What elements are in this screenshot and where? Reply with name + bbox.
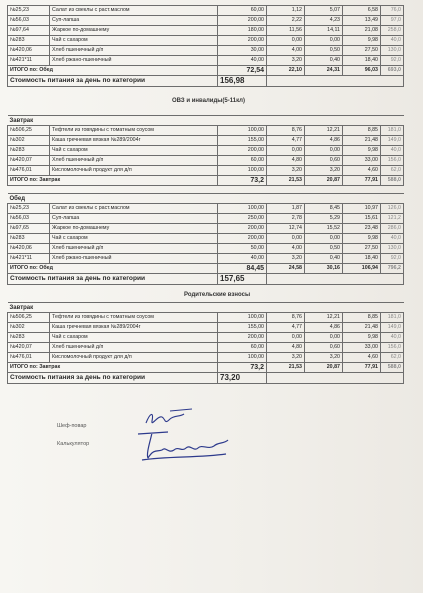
table-row: [8, 126, 404, 136]
carb-cell: 9,98: [343, 146, 381, 156]
total-label: ИТОГО по: Обед: [8, 264, 218, 274]
recipe-code: №506,25: [8, 313, 50, 323]
ovz-lunch-table: [7, 193, 404, 285]
fat-cell: 0,40: [305, 56, 343, 66]
cost-label: Стоимость питания за день по категории: [8, 373, 218, 384]
table-row: [8, 353, 404, 363]
dish-name: Хлеб пшеничный д/п: [50, 156, 218, 166]
cost-value: 156,98: [218, 76, 267, 87]
portion-cell: 100,00: [218, 313, 267, 323]
total-label: ИТОГО по: Обед: [8, 66, 218, 76]
table-row: [8, 343, 404, 353]
protein-cell: 0,00: [267, 234, 305, 244]
carb-cell: 9,98: [343, 36, 381, 46]
recipe-code: №476,01: [8, 166, 50, 176]
fat-cell: 0,50: [305, 244, 343, 254]
table-row: [8, 224, 404, 234]
dish-name: Чай с сахаром: [50, 333, 218, 343]
recipe-code: №420,06: [8, 46, 50, 56]
carb-cell: 10,97: [343, 204, 381, 214]
carb-cell: 33,00: [343, 156, 381, 166]
carb-cell: 23,48: [343, 224, 381, 234]
energy-cell: 286,0: [381, 224, 404, 234]
fat-cell: 4,86: [305, 323, 343, 333]
table-row: [8, 146, 404, 156]
protein-cell: 4,80: [267, 156, 305, 166]
table-row: [8, 323, 404, 333]
section-title-ovz: ОВЗ и инвалиды(5-11кл): [172, 98, 245, 104]
portion-cell: 60,00: [218, 156, 267, 166]
fat-cell: 0,00: [305, 234, 343, 244]
table-row: [8, 36, 404, 46]
dish-name: Жаркое по-домашнему: [50, 224, 218, 234]
parents-breakfast-table: [7, 302, 404, 384]
table-row: [8, 46, 404, 56]
portion-cell: 100,00: [218, 166, 267, 176]
fat-cell: 5,29: [305, 214, 343, 224]
recipe-code: №283: [8, 36, 50, 46]
dish-name: Кисломолочный продукт для д/п: [50, 166, 218, 176]
total-energy: 693,0: [381, 66, 404, 76]
recipe-code: №420,07: [8, 343, 50, 353]
dish-name: Хлеб ржано-пшеничный: [50, 56, 218, 66]
dish-name: Кисломолочный продукт для д/п: [50, 353, 218, 363]
portion-cell: 200,00: [218, 16, 267, 26]
cost-value: 73,20: [218, 373, 267, 384]
cost-blank: [267, 76, 404, 87]
protein-cell: 8,76: [267, 313, 305, 323]
carb-cell: 6,58: [343, 6, 381, 16]
portion-cell: 100,00: [218, 204, 267, 214]
protein-cell: 3,20: [267, 254, 305, 264]
fat-cell: 0,40: [305, 254, 343, 264]
protein-cell: 11,56: [267, 26, 305, 36]
table-row: [8, 313, 404, 323]
protein-cell: 1,87: [267, 204, 305, 214]
dish-name: Чай с сахаром: [50, 234, 218, 244]
carb-cell: 9,98: [343, 333, 381, 343]
table-row: [8, 6, 404, 16]
fat-cell: 4,86: [305, 136, 343, 146]
table-row: [8, 214, 404, 224]
carb-cell: 21,48: [343, 136, 381, 146]
meal-header-row: [8, 116, 404, 126]
energy-cell: 258,0: [381, 26, 404, 36]
carb-cell: 18,40: [343, 56, 381, 66]
portion-cell: 100,00: [218, 353, 267, 363]
meal-header: Обед: [8, 194, 404, 204]
protein-cell: 2,78: [267, 214, 305, 224]
table-row: [8, 26, 404, 36]
fat-cell: 0,50: [305, 46, 343, 56]
energy-cell: 76,0: [381, 6, 404, 16]
energy-cell: 97,0: [381, 16, 404, 26]
chef-label: Шеф-повар: [57, 423, 87, 429]
portion-cell: 200,00: [218, 333, 267, 343]
protein-cell: 4,00: [267, 46, 305, 56]
protein-cell: 4,80: [267, 343, 305, 353]
protein-cell: 3,20: [267, 166, 305, 176]
dish-name: Хлеб ржано-пшеничный: [50, 254, 218, 264]
fat-cell: 3,20: [305, 353, 343, 363]
meal-header: Завтрак: [8, 116, 404, 126]
total-fat: 20,87: [305, 363, 343, 373]
carb-cell: 4,60: [343, 166, 381, 176]
table-row: [8, 56, 404, 66]
energy-cell: 40,0: [381, 146, 404, 156]
portion-cell: 100,00: [218, 126, 267, 136]
carb-cell: 27,50: [343, 244, 381, 254]
portion-cell: 200,00: [218, 224, 267, 234]
total-row: [8, 363, 404, 373]
cost-blank: [267, 274, 404, 285]
recipe-code: №283: [8, 234, 50, 244]
dish-name: Хлеб пшеничный д/п: [50, 343, 218, 353]
fat-cell: 12,21: [305, 126, 343, 136]
energy-cell: 40,0: [381, 234, 404, 244]
fat-cell: 0,00: [305, 333, 343, 343]
protein-cell: 8,76: [267, 126, 305, 136]
cost-row: [8, 274, 404, 285]
total-carb: 106,94: [343, 264, 381, 274]
cost-label: Стоимость питания за день по категории: [8, 76, 218, 87]
table-row: [8, 234, 404, 244]
recipe-code: №421*11: [8, 254, 50, 264]
meal-header-row: [8, 303, 404, 313]
fat-cell: 0,60: [305, 343, 343, 353]
dish-name: Каша гречневая вязкая №289/2004г: [50, 323, 218, 333]
dish-name: Чай с сахаром: [50, 146, 218, 156]
total-fat: 30,16: [305, 264, 343, 274]
table-row: [8, 204, 404, 214]
total-portion: 73,2: [218, 363, 267, 373]
portion-cell: 60,00: [218, 343, 267, 353]
recipe-code: №506,25: [8, 126, 50, 136]
recipe-code: №421*11: [8, 56, 50, 66]
dish-name: Тефтели из говядины с томатным соусом: [50, 126, 218, 136]
recipe-code: №283: [8, 333, 50, 343]
energy-cell: 40,0: [381, 333, 404, 343]
energy-cell: 156,0: [381, 343, 404, 353]
energy-cell: 181,0: [381, 313, 404, 323]
total-carb: 77,91: [343, 363, 381, 373]
portion-cell: 50,00: [218, 244, 267, 254]
portion-cell: 60,00: [218, 6, 267, 16]
fat-cell: 0,00: [305, 36, 343, 46]
protein-cell: 1,12: [267, 6, 305, 16]
carb-cell: 9,98: [343, 234, 381, 244]
energy-cell: 62,0: [381, 166, 404, 176]
calculator-label: Калькулятор: [57, 441, 90, 447]
total-fat: 20,87: [305, 176, 343, 186]
cost-row: [8, 76, 404, 87]
cost-value: 157,65: [218, 274, 267, 285]
dish-name: Хлеб пшеничный д/п: [50, 244, 218, 254]
recipe-code: №56,03: [8, 16, 50, 26]
protein-cell: 2,22: [267, 16, 305, 26]
table-row: [8, 136, 404, 146]
energy-cell: 156,0: [381, 156, 404, 166]
protein-cell: 4,77: [267, 136, 305, 146]
recipe-code: №56,03: [8, 214, 50, 224]
fat-cell: 12,21: [305, 313, 343, 323]
portion-cell: 155,00: [218, 136, 267, 146]
carb-cell: 8,85: [343, 126, 381, 136]
fat-cell: 5,07: [305, 6, 343, 16]
total-energy: 588,0: [381, 363, 404, 373]
total-portion: 73,2: [218, 176, 267, 186]
carb-cell: 13,49: [343, 16, 381, 26]
portion-cell: 200,00: [218, 36, 267, 46]
carb-cell: 8,85: [343, 313, 381, 323]
table-row: [8, 254, 404, 264]
energy-cell: 92,0: [381, 254, 404, 264]
carb-cell: 18,40: [343, 254, 381, 264]
recipe-code: №97,65: [8, 224, 50, 234]
total-carb: 77,91: [343, 176, 381, 186]
recipe-code: №420,06: [8, 244, 50, 254]
recipe-code: №25,23: [8, 204, 50, 214]
energy-cell: 62,0: [381, 353, 404, 363]
total-energy: 796,2: [381, 264, 404, 274]
table-row: [8, 333, 404, 343]
cost-label: Стоимость питания за день по категории: [8, 274, 218, 285]
protein-cell: 0,00: [267, 146, 305, 156]
dish-name: Тефтели из говядины с томатным соусом: [50, 313, 218, 323]
section-title-parents: Родительские взносы: [184, 292, 251, 298]
dish-name: Суп-лапша: [50, 214, 218, 224]
ovz-breakfast-table: [7, 115, 404, 186]
dish-name: Салат из свеклы с раст.маслом: [50, 6, 218, 16]
carb-cell: 4,60: [343, 353, 381, 363]
energy-cell: 130,0: [381, 244, 404, 254]
cost-row: [8, 373, 404, 384]
total-row: [8, 264, 404, 274]
fat-cell: 0,60: [305, 156, 343, 166]
protein-cell: 3,20: [267, 56, 305, 66]
carb-cell: 27,50: [343, 46, 381, 56]
dish-name: Каша гречневая вязкая №289/2004г: [50, 136, 218, 146]
dish-name: Хлеб пшеничный д/п: [50, 46, 218, 56]
portion-cell: 40,00: [218, 254, 267, 264]
total-protein: 24,58: [267, 264, 305, 274]
protein-cell: 4,77: [267, 323, 305, 333]
calculator-signature: [128, 428, 233, 464]
energy-cell: 126,0: [381, 204, 404, 214]
carb-cell: 33,00: [343, 343, 381, 353]
recipe-code: №420,07: [8, 156, 50, 166]
total-label: ИТОГО по: Завтрак: [8, 363, 218, 373]
portion-cell: 155,00: [218, 323, 267, 333]
protein-cell: 0,00: [267, 333, 305, 343]
recipe-code: №25,23: [8, 6, 50, 16]
energy-cell: 92,0: [381, 56, 404, 66]
total-energy: 588,0: [381, 176, 404, 186]
fat-cell: 4,23: [305, 16, 343, 26]
total-portion: 72,54: [218, 66, 267, 76]
carb-cell: 21,08: [343, 26, 381, 36]
fat-cell: 14,11: [305, 26, 343, 36]
recipe-code: №283: [8, 146, 50, 156]
total-row: [8, 66, 404, 76]
fat-cell: 8,45: [305, 204, 343, 214]
total-fat: 24,31: [305, 66, 343, 76]
total-protein: 21,53: [267, 363, 305, 373]
fat-cell: 0,00: [305, 146, 343, 156]
protein-cell: 3,20: [267, 353, 305, 363]
total-carb: 96,03: [343, 66, 381, 76]
protein-cell: 0,00: [267, 36, 305, 46]
table-row: [8, 244, 404, 254]
meal-header: Завтрак: [8, 303, 404, 313]
meal-header-row: [8, 194, 404, 204]
dish-name: Салат из свеклы с раст.маслом: [50, 204, 218, 214]
total-protein: 21,53: [267, 176, 305, 186]
carb-cell: 21,48: [343, 323, 381, 333]
recipe-code: №302: [8, 323, 50, 333]
cost-blank: [267, 373, 404, 384]
table-row: [8, 166, 404, 176]
table-row: [8, 16, 404, 26]
portion-cell: 180,00: [218, 26, 267, 36]
total-label: ИТОГО по: Завтрак: [8, 176, 218, 186]
dish-name: Суп-лапша: [50, 16, 218, 26]
energy-cell: 149,0: [381, 323, 404, 333]
fat-cell: 3,20: [305, 166, 343, 176]
dish-name: Жаркое по-домашнему: [50, 26, 218, 36]
protein-cell: 4,00: [267, 244, 305, 254]
total-row: [8, 176, 404, 186]
table-row: [8, 156, 404, 166]
dish-name: Чай с сахаром: [50, 36, 218, 46]
portion-cell: 40,00: [218, 56, 267, 66]
portion-cell: 200,00: [218, 146, 267, 156]
recipe-code: №302: [8, 136, 50, 146]
energy-cell: 149,0: [381, 136, 404, 146]
portion-cell: 250,00: [218, 214, 267, 224]
energy-cell: 181,0: [381, 126, 404, 136]
lunch-table-top: [7, 5, 404, 87]
energy-cell: 121,2: [381, 214, 404, 224]
recipe-code: №97,64: [8, 26, 50, 36]
total-protein: 22,10: [267, 66, 305, 76]
protein-cell: 12,74: [267, 224, 305, 234]
energy-cell: 40,0: [381, 36, 404, 46]
recipe-code: №476,01: [8, 353, 50, 363]
portion-cell: 200,00: [218, 234, 267, 244]
fat-cell: 15,52: [305, 224, 343, 234]
portion-cell: 30,00: [218, 46, 267, 56]
total-portion: 84,45: [218, 264, 267, 274]
carb-cell: 15,61: [343, 214, 381, 224]
energy-cell: 130,0: [381, 46, 404, 56]
